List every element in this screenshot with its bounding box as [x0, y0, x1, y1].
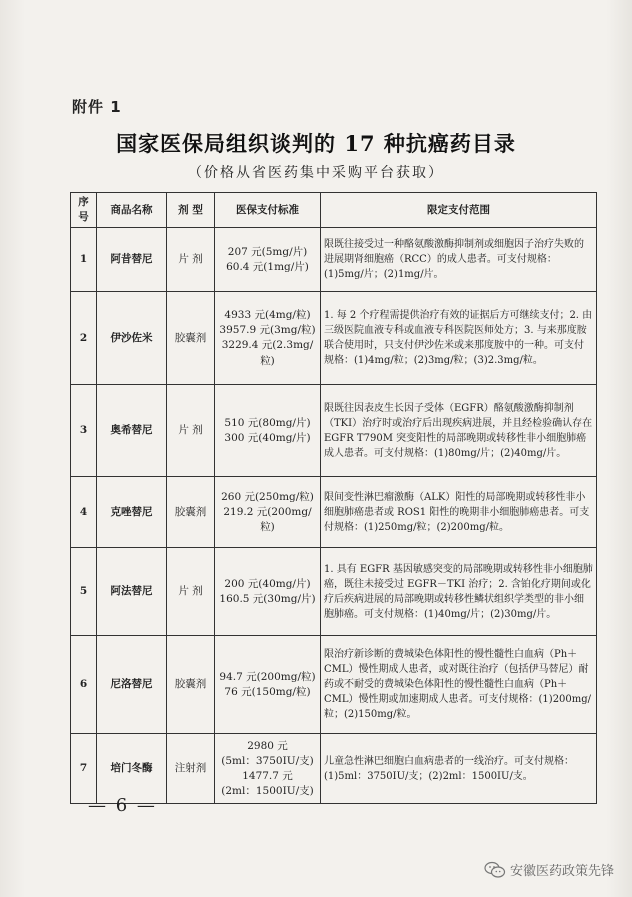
- page-subtitle: （价格从省医药集中采购平台获取）: [188, 165, 444, 181]
- table-row: [71, 548, 597, 636]
- dosage-form: 胶囊剂: [167, 636, 215, 734]
- row-number: 3: [71, 385, 97, 477]
- column-header-no: 序号: [71, 193, 97, 228]
- payment-standard: 2980 元 (5ml：3750IU/支) 1477.7 元 (2ml：1500IU/支): [215, 734, 321, 804]
- payment-scope: 限既往因表皮生长因子受体（EGFR）酪氨酸激酶抑制剂（TKI）治疗时或治疗后出现疾病进展，并且经检验确认存在 EGFR T790M 突变阳性的局部晚期或转移性非小细胞肺癌成人患者。可支付规格：(1)80mg/片；(2)40mg/片。: [321, 385, 597, 477]
- payment-standard: 94.7 元(200mg/粒) 76 元(150mg/粒): [215, 636, 321, 734]
- drug-name: 阿昔替尼: [97, 228, 167, 292]
- payment-standard: 200 元(40mg/片) 160.5 元(30mg/片): [215, 548, 321, 636]
- drug-name: 培门冬酶: [97, 734, 167, 804]
- drug-name: 奥希替尼: [97, 385, 167, 477]
- payment-scope: 1. 每 2 个疗程需提供治疗有效的证据后方可继续支付；2. 由三级医院血液专科或血液专科医院医师处方；3. 与来那度胺联合使用时，只支付伊沙佐米或来那度胺中的一种。可支付规格：(1)4mg/粒；(2)3mg/粒；(3)2.3mg/粒。: [321, 292, 597, 385]
- payment-scope: 限既往接受过一种酪氨酸激酶抑制剂或细胞因子治疗失败的进展期肾细胞癌（RCC）的成人患者。可支付规格：(1)5mg/片；(2)1mg/片。: [321, 228, 597, 292]
- payment-scope: 限间变性淋巴瘤激酶（ALK）阳性的局部晚期或转移性非小细胞肺癌患者或 ROS1 阳性的晚期非小细胞肺癌患者。可支付规格：(1)250mg/粒；(2)200mg/粒。: [321, 477, 597, 548]
- dosage-form: 胶囊剂: [167, 477, 215, 548]
- wechat-icon: [484, 861, 506, 879]
- table-row: [71, 292, 597, 385]
- dosage-form: 注射剂: [167, 734, 215, 804]
- drug-name: 伊沙佐米: [97, 292, 167, 385]
- drug-name: 尼洛替尼: [97, 636, 167, 734]
- payment-scope: 儿童急性淋巴细胞白血病患者的一线治疗。可支付规格：(1)5ml：3750IU/支；(2)2ml：1500IU/支。: [321, 734, 597, 804]
- watermark: [484, 860, 614, 879]
- drug-list-table: [70, 192, 597, 804]
- payment-standard: 260 元(250mg/粒) 219.2 元(200mg/粒): [215, 477, 321, 548]
- page-title: 国家医保局组织谈判的 17 种抗癌药目录: [116, 131, 516, 156]
- dosage-form: 胶囊剂: [167, 292, 215, 385]
- table-row: [71, 636, 597, 734]
- table-header-row: [71, 193, 597, 228]
- payment-standard: 207 元(5mg/片) 60.4 元(1mg/片): [215, 228, 321, 292]
- payment-standard: 510 元(80mg/片) 300 元(40mg/片): [215, 385, 321, 477]
- payment-scope: 1. 具有 EGFR 基因敏感突变的局部晚期或转移性非小细胞肺癌，既往未接受过 EGFR－TKI 治疗；2. 含铂化疗期间或化疗后疾病进展的局部晚期或转移性鳞状组织学类型的非小细胞肺癌。可支付规格：(1)40mg/片；(2)30mg/片。: [321, 548, 597, 636]
- dosage-form: 片 剂: [167, 385, 215, 477]
- dosage-form: 片 剂: [167, 548, 215, 636]
- table-row: [71, 228, 597, 292]
- row-number: 1: [71, 228, 97, 292]
- row-number: 5: [71, 548, 97, 636]
- payment-scope: 限治疗新诊断的费城染色体阳性的慢性髓性白血病（Ph＋CML）慢性期成人患者，或对既往治疗（包括伊马替尼）耐药或不耐受的费城染色体阳性的慢性髓性白血病（Ph＋CML）慢性期或加速期成人患者。可支付规格：(1)200mg/粒；(2)150mg/粒。: [321, 636, 597, 734]
- column-header-form: 剂 型: [167, 193, 215, 228]
- table-row: [71, 385, 597, 477]
- row-number: 2: [71, 292, 97, 385]
- column-header-scope: 限定支付范围: [321, 193, 597, 228]
- column-header-price: 医保支付标准: [215, 193, 321, 228]
- table-row: [71, 734, 597, 804]
- drug-name: 阿法替尼: [97, 548, 167, 636]
- watermark-text: 安徽医药政策先锋: [509, 864, 614, 879]
- row-number: 6: [71, 636, 97, 734]
- dosage-form: 片 剂: [167, 228, 215, 292]
- page-number: — 6 —: [88, 795, 157, 816]
- column-header-name: 商品名称: [97, 193, 167, 228]
- attachment-label: 附件 1: [72, 98, 122, 116]
- payment-standard: 4933 元(4mg/粒) 3957.9 元(3mg/粒) 3229.4 元(2.3mg/粒): [215, 292, 321, 385]
- drug-name: 克唑替尼: [97, 477, 167, 548]
- row-number: 4: [71, 477, 97, 548]
- table-row: [71, 477, 597, 548]
- row-number: 7: [71, 734, 97, 804]
